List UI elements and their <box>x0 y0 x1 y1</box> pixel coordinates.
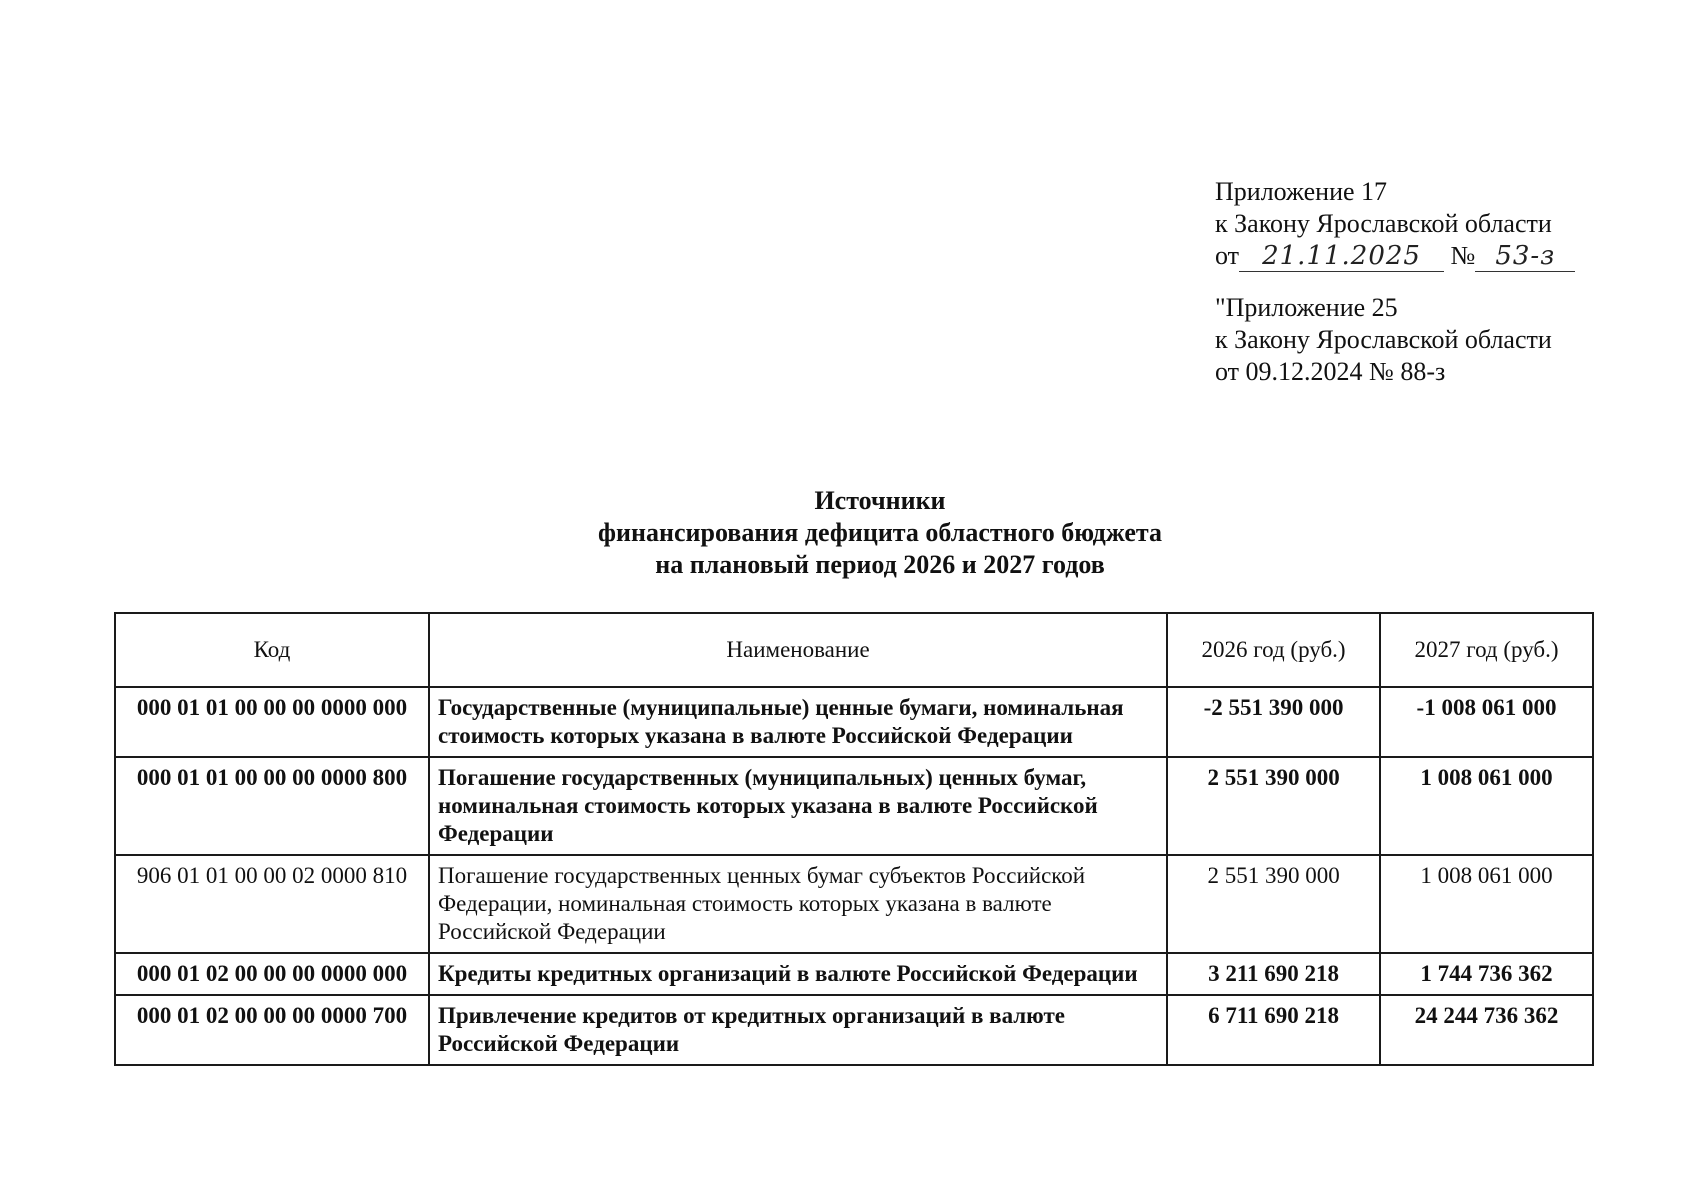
table-header-row <box>115 613 1593 687</box>
row-code: 000 01 01 00 00 00 0000 800 <box>115 757 429 855</box>
table-row <box>115 757 1593 855</box>
prev-law-line: к Закону Ярославской области <box>1215 325 1552 354</box>
table-row <box>115 995 1593 1065</box>
table-row <box>115 953 1593 995</box>
row-2027: 24 244 736 362 <box>1380 995 1593 1065</box>
row-name: Погашение государственных ценных бумаг субъектов Российской Федерации, номинальная стоимость которых указана в валюте Российской Федерации <box>429 855 1167 953</box>
row-2027: 1 008 061 000 <box>1380 855 1593 953</box>
appendix-line: Приложение 17 <box>1215 177 1388 206</box>
document-title <box>0 485 1697 581</box>
law-line: к Закону Ярославской области <box>1215 209 1552 238</box>
row-code: 000 01 01 00 00 00 0000 000 <box>115 687 429 757</box>
row-name: Государственные (муниципальные) ценные бумаги, номинальная стоимость которых указана в валюте Российской Федерации <box>429 687 1167 757</box>
header-code: Код <box>115 613 429 687</box>
law-date-line <box>1215 240 1635 272</box>
header-name: Наименование <box>429 613 1167 687</box>
header-2026: 2026 год (руб.) <box>1167 613 1380 687</box>
row-2026: 6 711 690 218 <box>1167 995 1380 1065</box>
handwritten-date: 21.11.2025 <box>1239 241 1444 272</box>
table-row <box>115 687 1593 757</box>
row-name: Кредиты кредитных организаций в валюте Российской Федерации <box>429 953 1167 995</box>
row-2027: 1 008 061 000 <box>1380 757 1593 855</box>
row-2026: 2 551 390 000 <box>1167 855 1380 953</box>
row-code: 906 01 01 00 00 02 0000 810 <box>115 855 429 953</box>
appendix-header <box>1215 176 1635 388</box>
handwritten-number: 53-з <box>1475 241 1575 272</box>
row-code: 000 01 02 00 00 00 0000 700 <box>115 995 429 1065</box>
row-name: Погашение государственных (муниципальных) ценных бумаг, номинальная стоимость которых указана в валюте Российской Федерации <box>429 757 1167 855</box>
financing-sources-table <box>114 612 1594 1066</box>
number-prefix: № <box>1450 241 1476 270</box>
row-code: 000 01 02 00 00 00 0000 000 <box>115 953 429 995</box>
prev-date-line: от 09.12.2024 № 88-з <box>1215 357 1446 386</box>
title-line-2: финансирования дефицита областного бюджета <box>598 518 1162 547</box>
row-2026: 3 211 690 218 <box>1167 953 1380 995</box>
header-2027: 2027 год (руб.) <box>1380 613 1593 687</box>
prev-appendix-line: "Приложение 25 <box>1215 293 1398 322</box>
row-2027: 1 744 736 362 <box>1380 953 1593 995</box>
date-prefix: от <box>1215 241 1240 270</box>
row-2026: 2 551 390 000 <box>1167 757 1380 855</box>
table-row <box>115 855 1593 953</box>
row-2027: -1 008 061 000 <box>1380 687 1593 757</box>
row-2026: -2 551 390 000 <box>1167 687 1380 757</box>
title-line-1: Источники <box>814 486 946 515</box>
row-name: Привлечение кредитов от кредитных организаций в валюте Российской Федерации <box>429 995 1167 1065</box>
title-line-3: на плановый период 2026 и 2027 годов <box>655 550 1105 579</box>
